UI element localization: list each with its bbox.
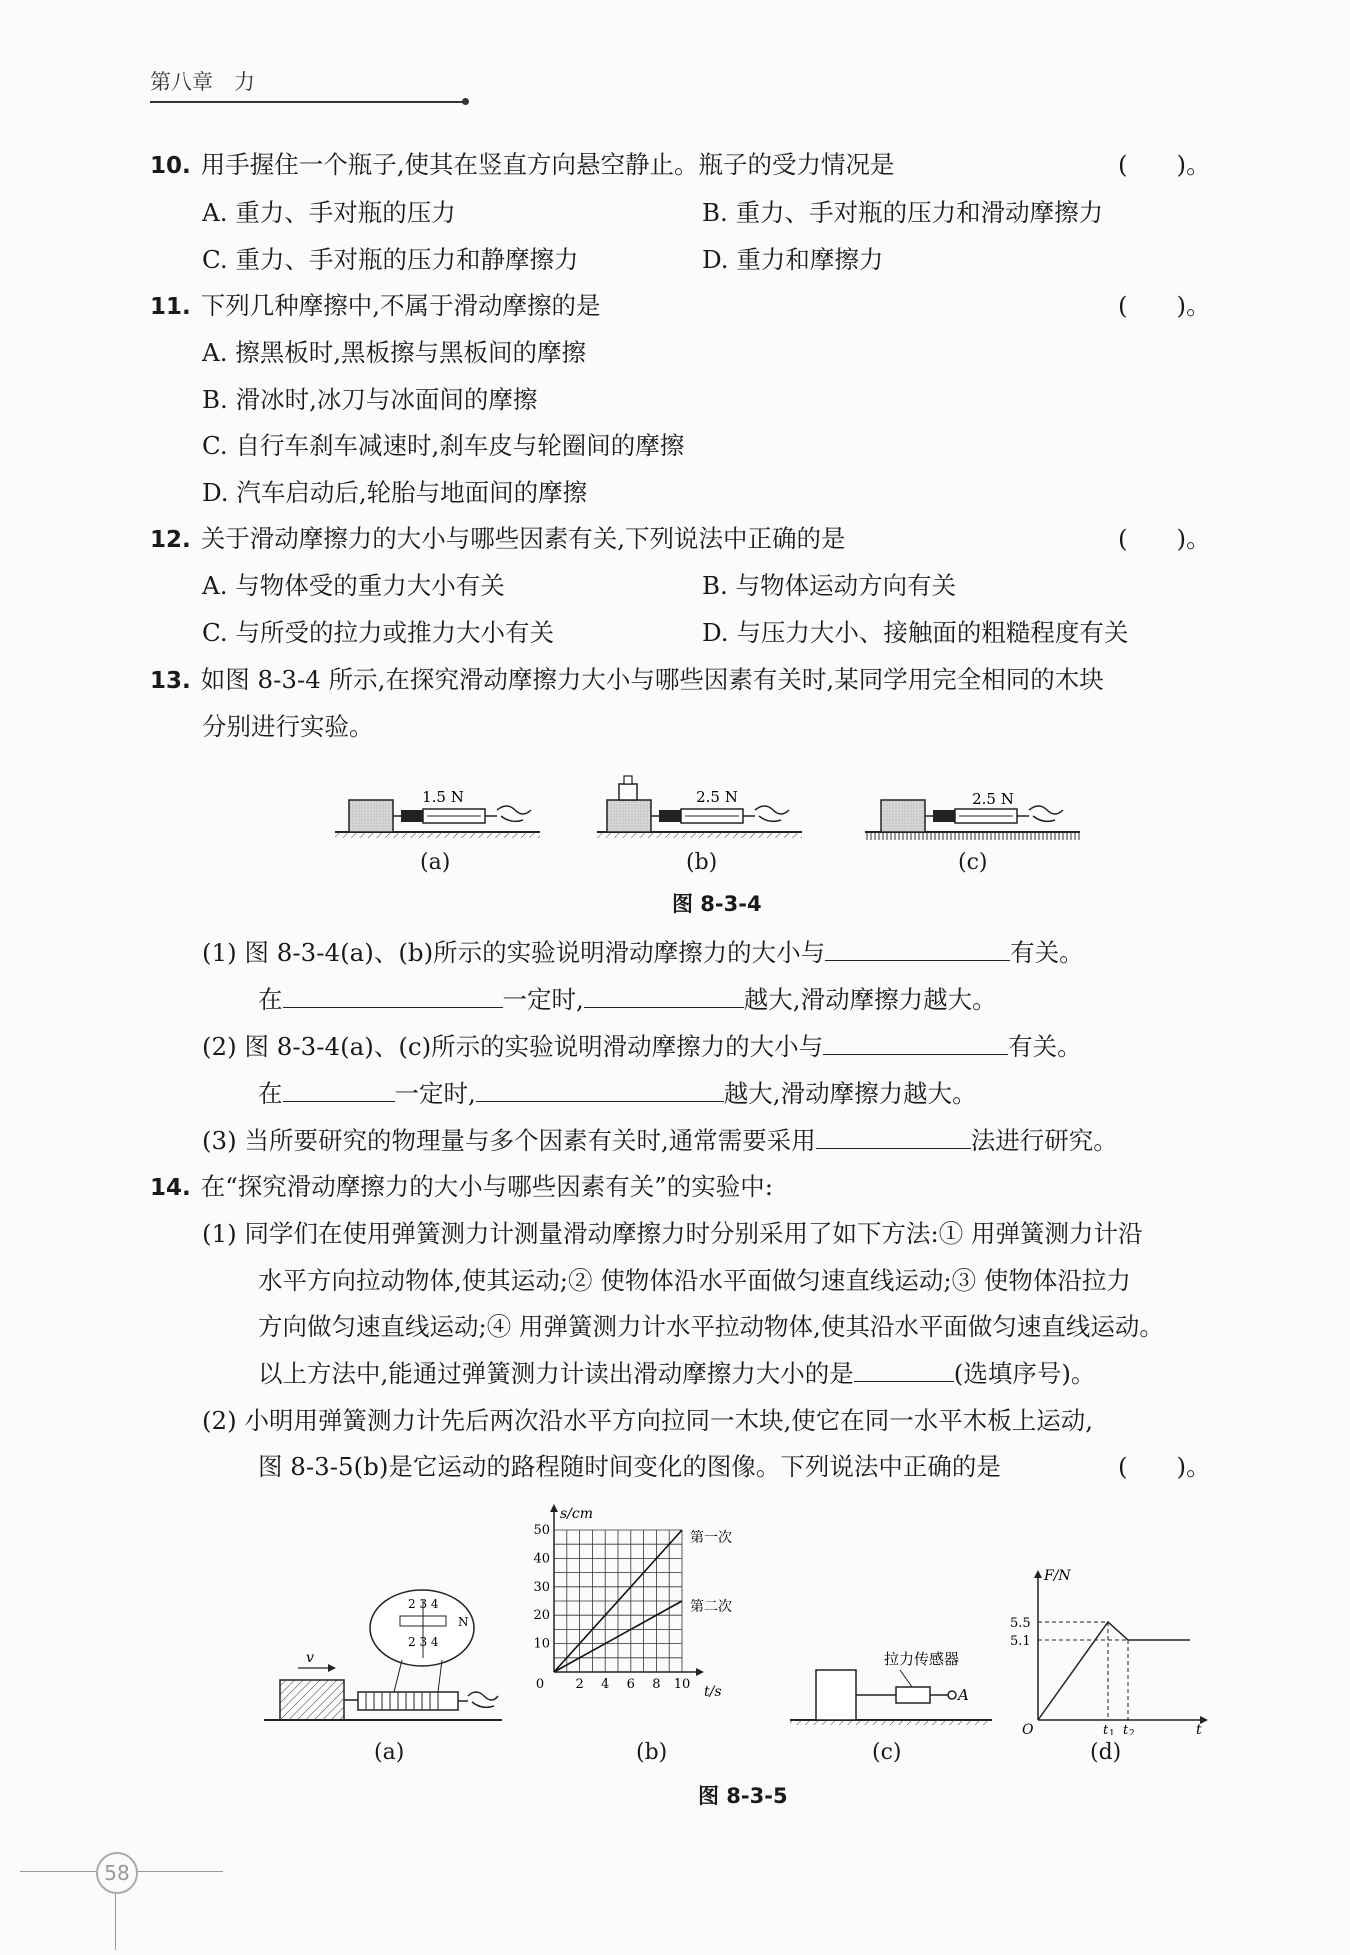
- x-tick-label: 10: [673, 1677, 691, 1692]
- q10-option-a: A. 重力、手对瓶的压力: [202, 198, 456, 227]
- chapter-header: 第八章 力: [150, 70, 255, 94]
- fig835-b-chart: [530, 1500, 780, 1730]
- q11-stem: 11. 下列几种摩擦中,不属于滑动摩擦的是: [150, 291, 601, 320]
- page-number: 58: [96, 1852, 138, 1894]
- q11-option-d: D. 汽车启动后,轮胎与地面间的摩擦: [202, 478, 588, 507]
- fig835-title: 图 8-3-5: [698, 1784, 788, 1808]
- y-tick-label: 40: [533, 1551, 550, 1567]
- fig834-a-force: 1.5 N: [422, 788, 464, 806]
- y-axis-label: s/cm: [560, 1506, 594, 1522]
- q10-stem: 10. 用手握住一个瓶子,使其在竖直方向悬空静止。瓶子的受力情况是: [150, 150, 895, 179]
- q14-p1-line1: (1) 同学们在使用弹簧测力计测量滑动摩擦力时分别采用了如下方法:① 用弹簧测力计沿: [202, 1219, 1143, 1248]
- q13-stem: 13. 如图 8-3-4 所示,在探究滑动摩擦力大小与哪些因素有关时,某同学用完全相同的木块: [150, 665, 1104, 694]
- figure-8-3-4: [325, 762, 1105, 852]
- q11-option-a: A. 擦黑板时,黑板擦与黑板间的摩擦: [202, 338, 587, 367]
- y-tick-label: 50: [533, 1523, 550, 1538]
- fig834-b-force: 2.5 N: [696, 788, 738, 806]
- q11-option-b: B. 滑冰时,冰刀与冰面间的摩擦: [202, 385, 538, 414]
- q12-option-a: A. 与物体受的重力大小有关: [202, 571, 505, 600]
- footer-rule-right: [138, 1871, 223, 1872]
- fig834-title: 图 8-3-4: [672, 892, 762, 916]
- series-label-1: 第一次: [690, 1530, 732, 1546]
- x-axis-label: t/s: [704, 1684, 722, 1700]
- q13-sub1-blank2[interactable]: [283, 985, 503, 1008]
- x-tick-label: 2: [575, 1677, 584, 1692]
- q14-p2-line2: 图 8-3-5(b)是它运动的路程随时间变化的图像。下列说法中正确的是: [258, 1452, 1001, 1481]
- q13-sub3-blank[interactable]: [816, 1126, 971, 1149]
- chart-labels: [533, 1506, 732, 1700]
- fig835-a-scale-bot: 2 3 4: [408, 1635, 439, 1649]
- fig835-a-velocity: v: [306, 1650, 314, 1666]
- fig834-a-label: (a): [420, 850, 451, 875]
- q14-answer-paren: ( )。: [1118, 1452, 1211, 1481]
- fig835-c-sensor-label: 拉力传感器: [884, 1650, 960, 1668]
- d-origin: O: [1022, 1722, 1034, 1735]
- fig835-a-label: (a): [374, 1740, 405, 1765]
- header-rule: [150, 101, 465, 103]
- fig834-c-label: (c): [958, 850, 988, 875]
- q11-option-c: C. 自行车刹车减速时,刹车皮与轮圈间的摩擦: [202, 431, 685, 460]
- y-tick-label: 30: [533, 1579, 550, 1595]
- q13-stem-cont: 分别进行实验。: [202, 712, 374, 741]
- q14-p1-line3: 方向做匀速直线运动;④ 用弹簧测力计水平拉动物体,使其沿水平面做匀速直线运动。: [258, 1312, 1164, 1341]
- q13-sub3: (3) 当所要研究的物理量与多个因素有关时,通常需要采用 法进行研究。: [202, 1126, 1118, 1155]
- fig835-a-unit: N: [458, 1615, 469, 1629]
- q13-sub2-blank3[interactable]: [476, 1079, 724, 1102]
- fig835-d-label: (d): [1090, 1740, 1122, 1765]
- q10-option-d: D. 重力和摩擦力: [702, 245, 884, 274]
- x-tick-label: 6: [626, 1677, 635, 1692]
- q13-sub1-line2: 在 一定时, 越大,滑动摩擦力越大。: [258, 985, 997, 1014]
- q13-sub1-line1: (1) 图 8-3-4(a)、(b)所示的实验说明滑动摩擦力的大小与 有关。: [202, 938, 1084, 967]
- y-tick-label: 10: [533, 1636, 550, 1652]
- fig835-c-label: (c): [872, 1740, 902, 1765]
- header-rule-dot: [462, 98, 469, 105]
- d-ytick-steady: 5.1: [1010, 1634, 1031, 1649]
- q12-option-c: C. 与所受的拉力或推力大小有关: [202, 618, 554, 647]
- x-axis-arrow: [696, 1668, 704, 1676]
- q13-sub2-line1: (2) 图 8-3-4(a)、(c)所示的实验说明滑动摩擦力的大小与 有关。: [202, 1032, 1082, 1061]
- d-t2-sub: 2: [1129, 1729, 1135, 1735]
- q10-option-b: B. 重力、手对瓶的压力和滑动摩擦力: [702, 198, 1104, 227]
- fig835-d-chart: [1010, 1560, 1210, 1735]
- q14-p1-line4: 以上方法中,能通过弹簧测力计读出滑动摩擦力大小的是 (选填序号)。: [258, 1359, 1096, 1388]
- d-force-curve: [1038, 1622, 1190, 1720]
- q12-option-b: B. 与物体运动方向有关: [702, 571, 957, 600]
- fig835-c-point: A: [958, 1686, 969, 1704]
- fig834-b-setup: [597, 776, 802, 838]
- y-tick-label: 20: [533, 1608, 550, 1624]
- y-axis-arrow: [550, 1504, 558, 1512]
- q14-p1-blank[interactable]: [854, 1359, 954, 1382]
- q14-p2-line1: (2) 小明用弹簧测力计先后两次沿水平方向拉同一木块,使它在同一水平木板上运动,: [202, 1406, 1094, 1435]
- q13-sub1-blank1[interactable]: [825, 938, 1010, 961]
- fig835-a-setup: [262, 1568, 512, 1728]
- q12-answer-paren: ( )。: [1118, 524, 1211, 553]
- x-tick-label: 8: [652, 1677, 661, 1692]
- fig835-b-label: (b): [636, 1740, 668, 1765]
- q12-option-d: D. 与压力大小、接触面的粗糙程度有关: [702, 618, 1129, 647]
- d-ytick-peak: 5.5: [1010, 1616, 1031, 1631]
- q13-sub1-blank3[interactable]: [584, 985, 744, 1008]
- q10-option-c: C. 重力、手对瓶的压力和静摩擦力: [202, 245, 579, 274]
- fig835-c-setup: [788, 1640, 998, 1730]
- x-tick-label: 4: [601, 1677, 610, 1692]
- x-tick-label: 0: [535, 1677, 545, 1692]
- d-y-label: F/N: [1044, 1568, 1071, 1584]
- d-t1: t: [1103, 1723, 1109, 1735]
- d-t1-sub: 1: [1109, 1729, 1115, 1735]
- q10-answer-paren: ( )。: [1118, 150, 1211, 179]
- q12-stem: 12. 关于滑动摩擦力的大小与哪些因素有关,下列说法中正确的是: [150, 524, 846, 553]
- fig835-a-scale-top: 2 3 4: [408, 1597, 439, 1611]
- d-t2: t: [1123, 1723, 1129, 1735]
- q11-answer-paren: ( )。: [1118, 291, 1211, 320]
- footer-rule-vertical: [115, 1892, 116, 1950]
- series-label-2: 第二次: [690, 1599, 732, 1615]
- fig834-c-force: 2.5 N: [972, 790, 1014, 808]
- d-x-label: t: [1196, 1722, 1202, 1735]
- q14-p1-line2: 水平方向拉动物体,使其运动;② 使物体沿水平面做匀速直线运动;③ 使物体沿拉力: [258, 1266, 1131, 1295]
- footer-rule-left: [20, 1871, 96, 1872]
- q13-sub2-line2: 在 一定时, 越大,滑动摩擦力越大。: [258, 1079, 977, 1108]
- fig834-b-label: (b): [686, 850, 718, 875]
- q13-sub2-blank1[interactable]: [823, 1032, 1008, 1055]
- q13-sub2-blank2[interactable]: [283, 1079, 395, 1102]
- q14-stem: 14. 在“探究滑动摩擦力的大小与哪些因素有关”的实验中:: [150, 1172, 774, 1201]
